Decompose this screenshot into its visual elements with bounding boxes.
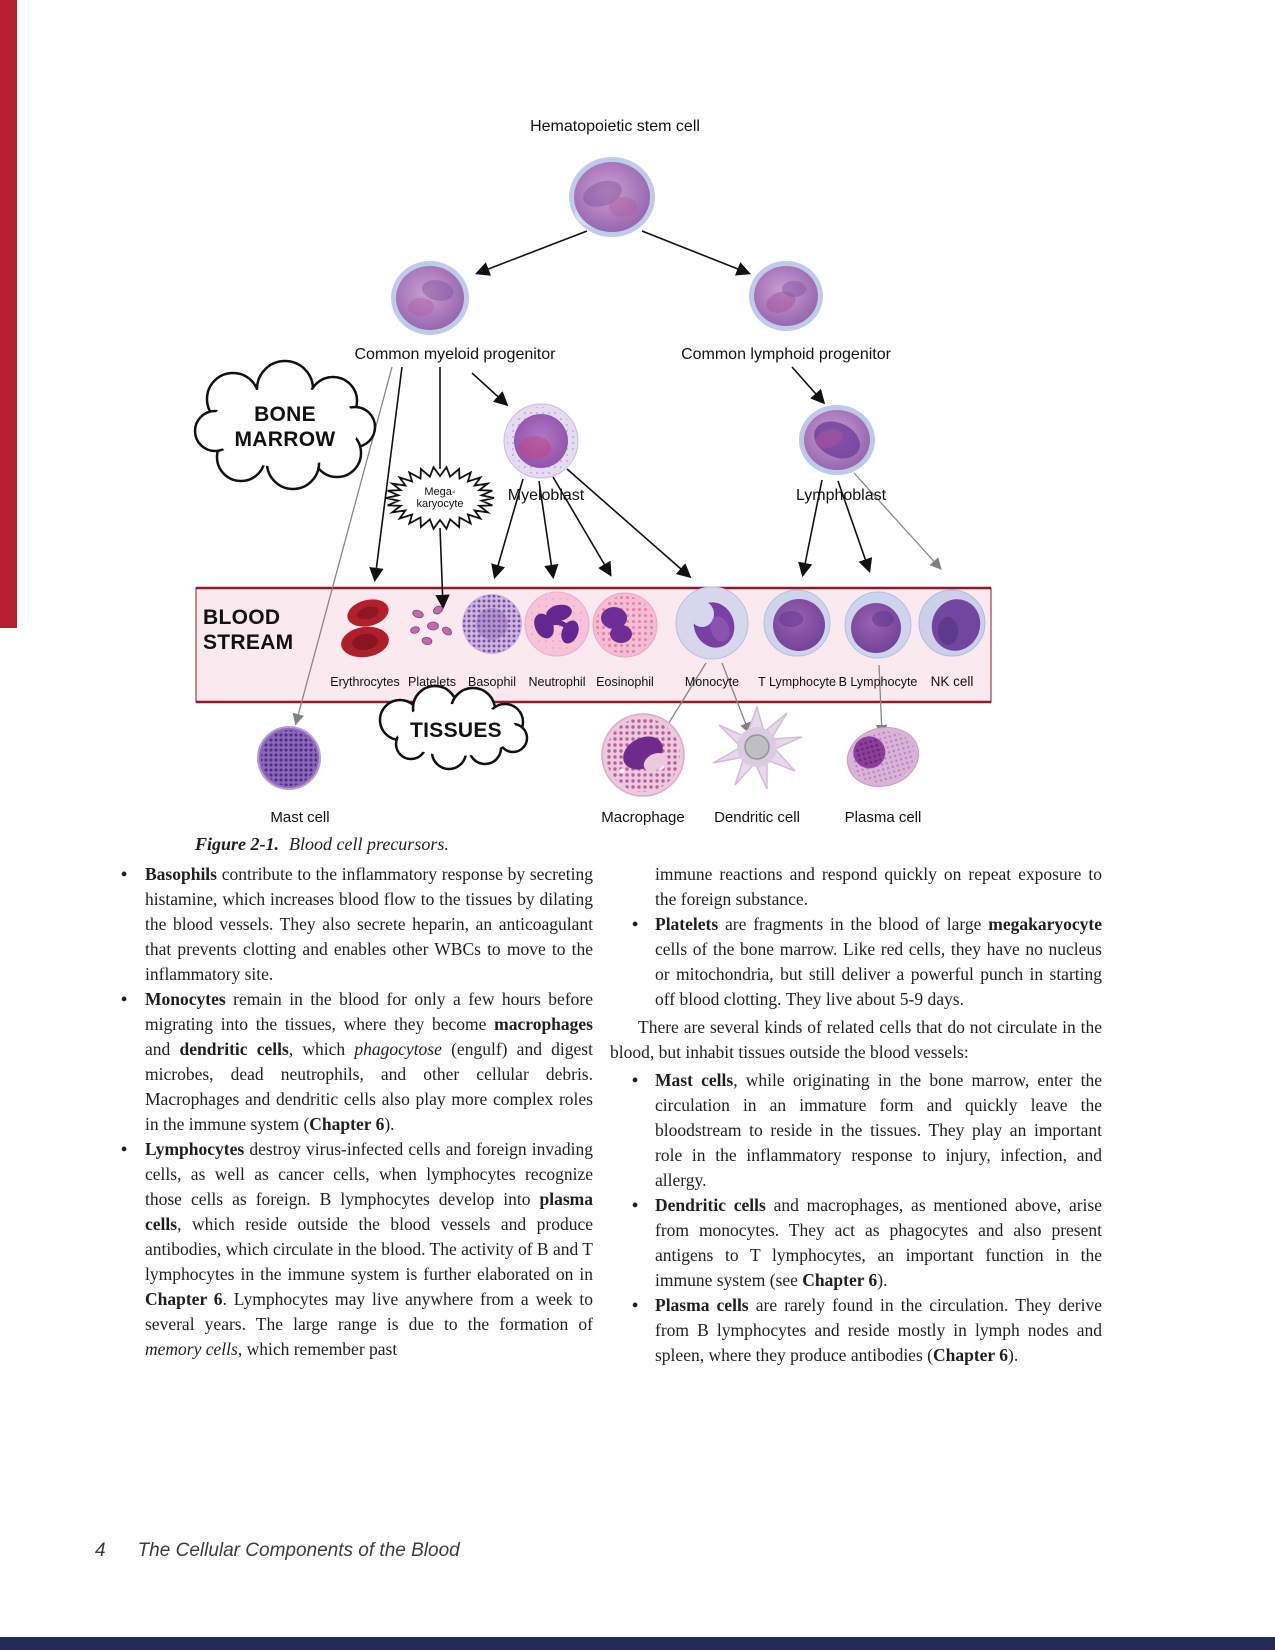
bullet-monocytes: • Monocytes remain in the blood for only a few hours before migrating into the tissues, where they become macrophages and dendritic cells, which phagocytose (engulf) and digest microbes, dead neutrophils, and other cellular debris. Macrophages and dendritic cells also play more complex roles in the immune system (Chapter 6).: [113, 987, 593, 1137]
bone-marrow-line2: MARROW: [234, 428, 336, 451]
lymphoblast-label: Lymphoblast: [795, 487, 887, 504]
lymphoid-progenitor-illustration: [749, 261, 823, 331]
paragraph-continuation: immune reactions and respond quickly on repeat exposure to the foreign substance.: [655, 864, 1102, 909]
eosinophil-illustration: [593, 593, 657, 657]
lymphoblast-illustration: [799, 405, 875, 475]
bullet-dendritic-cells: • Dendritic cells and macrophages, as mentioned above, arise from monocytes. They act as phagocytes and also present antigens to T lymphocytes, an important function in the immune system (see Chapter 6).: [610, 1193, 1102, 1293]
t-lymphocyte-illustration: [764, 590, 830, 656]
left-column: [113, 862, 593, 1362]
figure-blood-cell-precursors: [140, 105, 1090, 845]
figure-caption: [195, 834, 449, 855]
eosinophil-label: Eosinophil: [596, 675, 654, 689]
monocyte-illustration: [676, 587, 748, 659]
neutrophil-label: Neutrophil: [528, 675, 586, 689]
macrophage-label: Macrophage: [601, 809, 685, 826]
basophil-illustration: [462, 594, 522, 654]
figure-diagram: [140, 105, 1090, 845]
paragraph-related-cells: There are several kinds of related cells that do not circulate in the blood, but inhabit tissues outside the blood vessels:: [610, 1017, 1102, 1062]
figure-caption-text: Blood cell precursors.: [289, 834, 449, 854]
lymphoid-progenitor-label: Common lymphoid progenitor: [681, 346, 891, 363]
macrophage-illustration: [602, 714, 684, 796]
bullet-platelets: • Platelets are fragments in the blood of large megakaryocyte cells of the bone marrow. Like red cells, they have no nucleus or mitochondria, but still deliver a powerful punch in starting off blood clotting. They live about 5-9 days.: [610, 912, 1102, 1012]
bottom-navy-bar: [0, 1637, 1275, 1650]
right-column: [610, 862, 1102, 1368]
neutrophil-illustration: [525, 592, 589, 656]
page-number: 4: [95, 1540, 106, 1561]
figure-caption-label: Figure 2-1.: [195, 834, 280, 854]
b-lymphocyte-label: B Lymphocyte: [838, 675, 918, 689]
plasma-cell-illustration: [841, 720, 926, 795]
erythrocytes-label: Erythrocytes: [330, 675, 400, 689]
megakaryocyte-line2: karyocyte: [416, 498, 464, 510]
bullet-mast-cells: • Mast cells, while originating in the bone marrow, enter the circulation in an immature form and quickly leave the bloodstream to reside in the tissues. They play an important role in the inflammatory response to injury, infection, and allergy.: [610, 1068, 1102, 1193]
plasma-cell-label: Plasma cell: [844, 809, 922, 826]
nk-cell-label: NK cell: [930, 674, 974, 689]
myeloid-progenitor-illustration: [391, 261, 469, 335]
mast-cell-label: Mast cell: [270, 809, 330, 826]
right-bullet-list-2: [610, 1068, 1102, 1368]
stem-cell-label: Hematopoietic stem cell: [530, 118, 700, 135]
bullet-plasma-cells: • Plasma cells are rarely found in the circulation. They derive from B lymphocytes and reside mostly in lymph nodes and spleen, where they produce antibodies (Chapter 6).: [610, 1293, 1102, 1368]
stem-cell-illustration: [569, 157, 655, 237]
dendritic-cell-label: Dendritic cell: [714, 809, 800, 826]
bullet-basophils: • Basophils contribute to the inflammatory response by secreting histamine, which increases blood flow to the tissues by dilating the blood vessels. They also secrete heparin, an anticoagulant that prevents clotting and enables other WBCs to move to the inflammatory site.: [113, 862, 593, 987]
basophil-label: Basophil: [468, 675, 516, 689]
blood-stream-line1: BLOOD: [203, 606, 281, 629]
t-lymphocyte-label: T Lymphocyte: [758, 675, 836, 689]
running-title: The Cellular Components of the Blood: [137, 1540, 460, 1561]
page-footer: [95, 1540, 460, 1562]
bone-marrow-label: [185, 402, 385, 452]
tissues-label: TISSUES: [410, 719, 502, 742]
myeloblast-label: Myeloblast: [507, 487, 585, 504]
myeloblast-illustration: [504, 404, 578, 478]
platelets-label: Platelets: [408, 675, 456, 689]
monocyte-label: Monocyte: [684, 675, 740, 689]
mast-cell-illustration: [258, 727, 320, 789]
left-margin-red-bar: [0, 0, 17, 628]
bone-marrow-line1: BONE: [254, 403, 316, 426]
megakaryocyte-line1: Mega-: [424, 486, 456, 498]
dendritic-cell-illustration: [713, 707, 802, 789]
myeloid-progenitor-label: Common myeloid progenitor: [354, 346, 556, 363]
right-bullet-list-1: [610, 912, 1102, 1012]
blood-stream-line2: STREAM: [203, 631, 294, 654]
left-bullet-list: [113, 862, 593, 1362]
bullet-lymphocytes: • Lymphocytes destroy virus-infected cells and foreign invading cells, as well as cancer cells, when lymphocytes recognize those cells as foreign. B lymphocytes develop into plasma cells, which reside outside the blood vessels and produce antibodies, which circulate in the blood. The activity of B and T lymphocytes in the immune system is further elaborated on in Chapter 6. Lymphocytes may live anywhere from a week to several years. The large range is due to the formation of memory cells, which remember past: [113, 1137, 593, 1362]
b-lymphocyte-illustration: [845, 592, 911, 658]
blood-stream-label: [203, 605, 363, 655]
